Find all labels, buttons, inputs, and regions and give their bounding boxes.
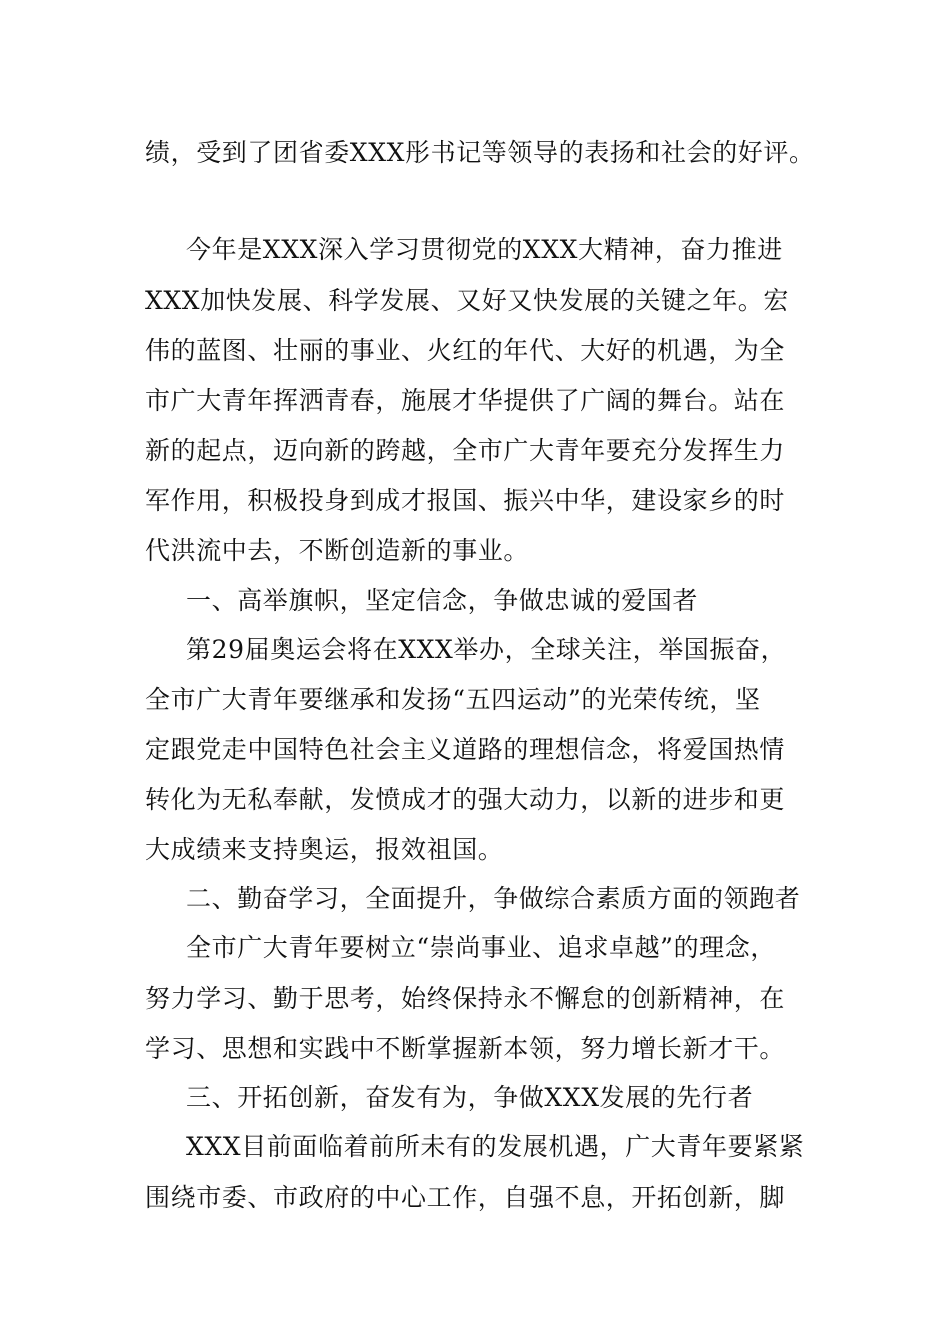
paragraph-line: 学习、思想和实践中不断掌握新本领，努力增长新才干。 (145, 1034, 786, 1063)
section-heading: 一、高举旗帜，坚定信念，争做忠诚的爱国者 (186, 586, 699, 615)
paragraph-line: 努力学习、勤于思考，始终保持永不懈怠的创新精神，在 (145, 984, 786, 1013)
paragraph-line: 代洪流中去，不断创造新的事业。 (145, 536, 530, 565)
paragraph-line: 定跟党走中国特色社会主义道路的理想信念，将爱国热情 (145, 735, 786, 764)
paragraph-line: 围绕市委、市政府的中心工作，自强不息，开拓创新，脚 (145, 1183, 786, 1212)
paragraph-line: 绩，受到了团省委XXX彤书记等领导的表扬和社会的好评。 (145, 138, 815, 167)
paragraph-line: 全市广大青年要继承和发扬“五四运动”的光荣传统，坚 (145, 685, 761, 714)
paragraph-line: 伟的蓝图、壮丽的事业、火红的年代、大好的机遇，为全 (145, 336, 786, 365)
paragraph-line: 转化为无私奉献，发愤成才的强大动力，以新的进步和更 (145, 785, 786, 814)
paragraph-line: XXX加快发展、科学发展、又好又快发展的关键之年。宏 (145, 286, 789, 315)
paragraph-line: 市广大青年挥洒青春，施展才华提供了广阔的舞台。站在 (145, 386, 786, 415)
paragraph-line: 第29届奥运会将在XXX举办，全球关注，举国振奋， (186, 635, 787, 664)
paragraph-line: 新的起点，迈向新的跨越，全市广大青年要充分发挥生力 (145, 436, 786, 465)
paragraph-line: 今年是XXX深入学习贯彻党的XXX大精神，奋力推进 (186, 235, 783, 264)
paragraph-line: 全市广大青年要树立“崇尚事业、追求卓越”的理念， (186, 933, 776, 962)
paragraph-line: XXX目前面临着前所未有的发展机遇，广大青年要紧紧 (186, 1132, 805, 1161)
section-heading: 二、勤奋学习，全面提升，争做综合素质方面的领跑者 (186, 884, 801, 913)
paragraph-line: 大成绩来支持奥运，报效祖国。 (145, 835, 504, 864)
section-heading: 三、开拓创新，奋发有为，争做XXX发展的先行者 (186, 1083, 754, 1112)
paragraph-line: 军作用，积极投身到成才报国、振兴中华，建设家乡的时 (145, 486, 786, 515)
